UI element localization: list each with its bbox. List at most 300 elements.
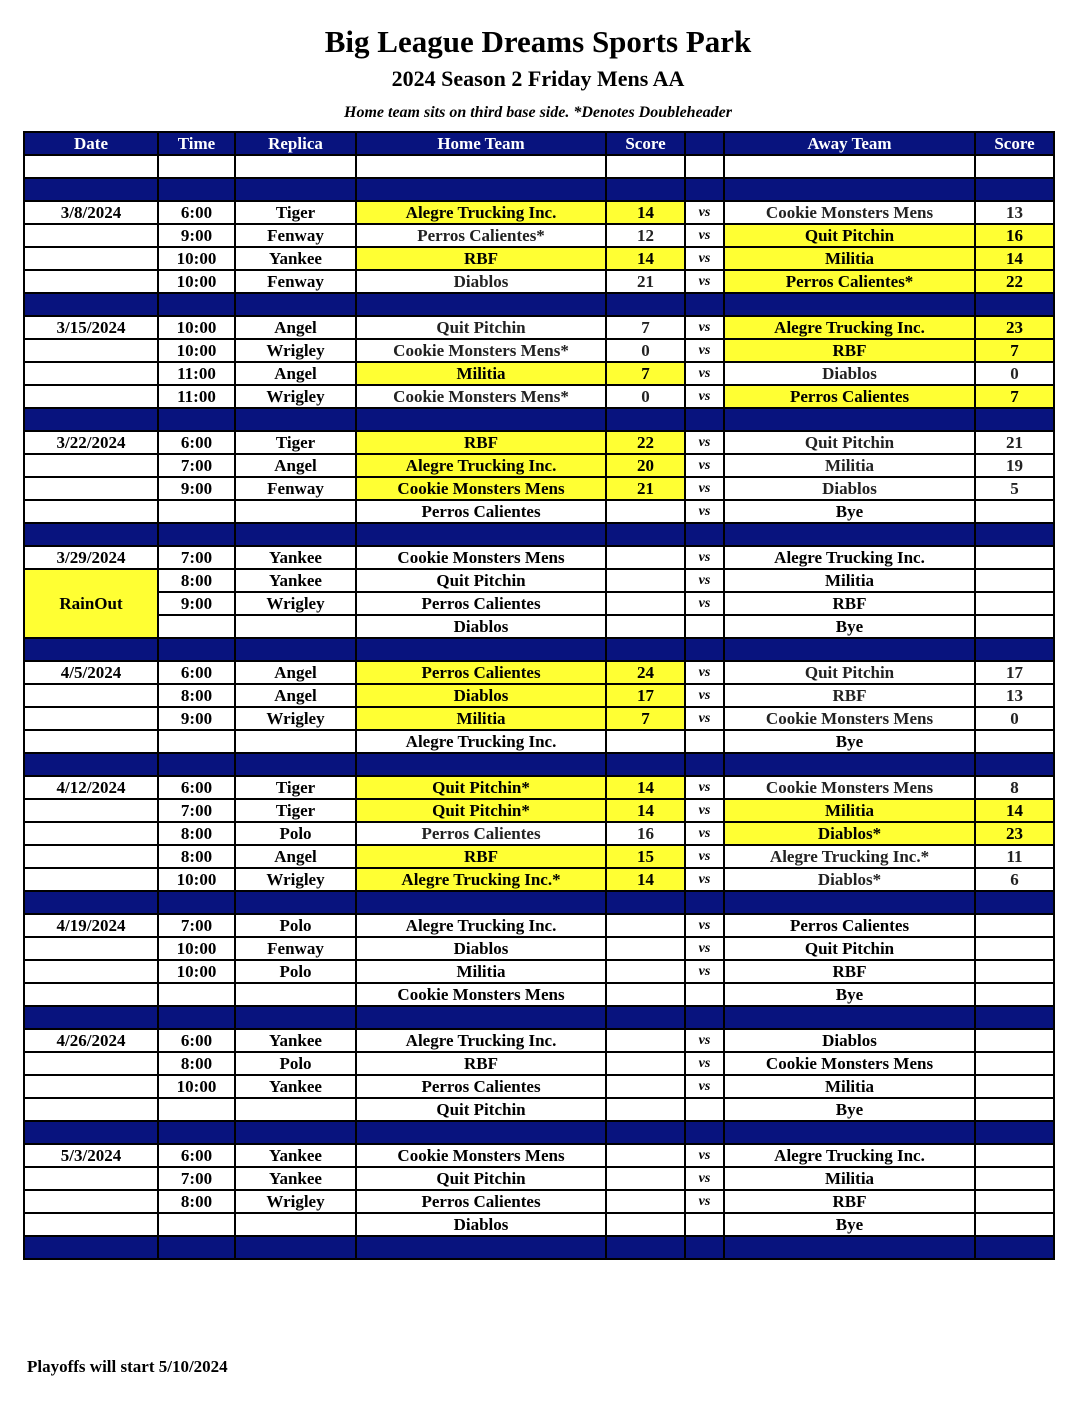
home-team: Cookie Monsters Mens xyxy=(356,983,606,1006)
game-row xyxy=(24,477,1054,500)
separator-cell xyxy=(975,178,1054,201)
game-time: 8:00 xyxy=(158,822,235,845)
empty-date-cell xyxy=(24,799,158,822)
empty-date-cell xyxy=(24,339,158,362)
away-score xyxy=(975,1213,1054,1236)
away-team: Militia xyxy=(724,1167,975,1190)
game-time: 10:00 xyxy=(158,960,235,983)
away-team: RBF xyxy=(724,1190,975,1213)
away-team: Bye xyxy=(724,983,975,1006)
game-time xyxy=(158,1213,235,1236)
home-score xyxy=(606,546,685,569)
away-team: Alegre Trucking Inc. xyxy=(724,316,975,339)
field-replica: Fenway xyxy=(235,477,356,500)
field-replica: Wrigley xyxy=(235,339,356,362)
separator-cell xyxy=(606,638,685,661)
away-team: Perros Calientes* xyxy=(724,270,975,293)
separator-cell xyxy=(158,178,235,201)
home-team: Perros Calientes xyxy=(356,592,606,615)
empty-date-cell xyxy=(24,500,158,523)
separator-cell xyxy=(235,638,356,661)
away-team: Bye xyxy=(724,1213,975,1236)
col-header-date: Date xyxy=(24,132,158,155)
separator-cell xyxy=(24,1121,158,1144)
vs-label: vs xyxy=(685,937,724,960)
home-score xyxy=(606,1029,685,1052)
game-time: 6:00 xyxy=(158,776,235,799)
vs-label: vs xyxy=(685,362,724,385)
game-time: 9:00 xyxy=(158,707,235,730)
away-score xyxy=(975,569,1054,592)
away-score: 23 xyxy=(975,316,1054,339)
home-score xyxy=(606,1213,685,1236)
separator-cell xyxy=(685,753,724,776)
field-replica: Angel xyxy=(235,454,356,477)
vs-label xyxy=(685,615,724,638)
game-time xyxy=(158,730,235,753)
field-replica xyxy=(235,983,356,1006)
game-time: 7:00 xyxy=(158,799,235,822)
field-replica: Angel xyxy=(235,684,356,707)
vs-label xyxy=(685,730,724,753)
game-date: 3/29/2024 xyxy=(24,546,158,569)
away-score xyxy=(975,615,1054,638)
game-time: 10:00 xyxy=(158,868,235,891)
week-separator xyxy=(24,638,1054,661)
home-team: Quit Pitchin xyxy=(356,1098,606,1121)
game-time: 6:00 xyxy=(158,1144,235,1167)
separator-cell xyxy=(356,638,606,661)
away-team: Quit Pitchin xyxy=(724,224,975,247)
home-score xyxy=(606,937,685,960)
home-score: 20 xyxy=(606,454,685,477)
game-row xyxy=(24,569,1054,592)
game-time: 10:00 xyxy=(158,339,235,362)
game-time xyxy=(158,1098,235,1121)
away-team: Diablos* xyxy=(724,868,975,891)
separator-cell xyxy=(975,638,1054,661)
home-score: 15 xyxy=(606,845,685,868)
away-team: RBF xyxy=(724,339,975,362)
page-subtitle: 2024 Season 2 Friday Mens AA xyxy=(391,66,685,91)
schedule-body xyxy=(24,132,1054,1259)
game-row xyxy=(24,707,1054,730)
away-score: 8 xyxy=(975,776,1054,799)
separator-cell xyxy=(685,1121,724,1144)
home-team: Diablos xyxy=(356,937,606,960)
vs-label: vs xyxy=(685,454,724,477)
home-score xyxy=(606,1167,685,1190)
rainout-label: RainOut xyxy=(24,569,158,638)
game-time: 9:00 xyxy=(158,477,235,500)
home-score xyxy=(606,1190,685,1213)
field-replica xyxy=(235,1098,356,1121)
week-separator xyxy=(24,293,1054,316)
separator-cell xyxy=(24,891,158,914)
home-team: RBF xyxy=(356,431,606,454)
field-replica xyxy=(235,730,356,753)
vs-label: vs xyxy=(685,1052,724,1075)
game-date: 3/8/2024 xyxy=(24,201,158,224)
empty-date-cell xyxy=(24,224,158,247)
game-time: 8:00 xyxy=(158,569,235,592)
page-note: Home team sits on third base side. *Denotes Doubleheader xyxy=(344,104,732,121)
home-score xyxy=(606,1052,685,1075)
vs-label: vs xyxy=(685,247,724,270)
game-date: 3/22/2024 xyxy=(24,431,158,454)
home-team: Perros Calientes xyxy=(356,661,606,684)
home-score xyxy=(606,569,685,592)
game-row xyxy=(24,983,1054,1006)
away-score xyxy=(975,730,1054,753)
home-team: Diablos xyxy=(356,270,606,293)
away-score: 14 xyxy=(975,799,1054,822)
home-score: 7 xyxy=(606,362,685,385)
empty-date-cell xyxy=(24,684,158,707)
separator-cell xyxy=(356,178,606,201)
game-row xyxy=(24,1052,1054,1075)
home-team: Perros Calientes xyxy=(356,500,606,523)
away-team: Perros Calientes xyxy=(724,385,975,408)
game-time: 7:00 xyxy=(158,914,235,937)
vs-label: vs xyxy=(685,385,724,408)
home-team: Militia xyxy=(356,960,606,983)
game-date: 4/26/2024 xyxy=(24,1029,158,1052)
separator-cell xyxy=(235,891,356,914)
week-separator xyxy=(24,523,1054,546)
vs-label: vs xyxy=(685,776,724,799)
vs-label: vs xyxy=(685,1029,724,1052)
separator-cell xyxy=(975,293,1054,316)
field-replica: Yankee xyxy=(235,546,356,569)
away-team: Bye xyxy=(724,730,975,753)
empty-date-cell xyxy=(24,1190,158,1213)
vs-label: vs xyxy=(685,1144,724,1167)
game-time: 7:00 xyxy=(158,1167,235,1190)
blank-row xyxy=(24,155,1054,178)
field-replica: Tiger xyxy=(235,776,356,799)
empty-date-cell xyxy=(24,454,158,477)
separator-cell xyxy=(606,1236,685,1259)
away-score xyxy=(975,500,1054,523)
home-score xyxy=(606,1098,685,1121)
vs-label: vs xyxy=(685,1075,724,1098)
home-team: Quit Pitchin xyxy=(356,1167,606,1190)
week-separator xyxy=(24,1006,1054,1029)
away-team: Militia xyxy=(724,247,975,270)
away-score: 13 xyxy=(975,684,1054,707)
away-team: Militia xyxy=(724,569,975,592)
col-header-away-team: Away Team xyxy=(724,132,975,155)
separator-cell xyxy=(724,1121,975,1144)
separator-cell xyxy=(606,753,685,776)
game-row xyxy=(24,1075,1054,1098)
field-replica: Tiger xyxy=(235,201,356,224)
away-score xyxy=(975,937,1054,960)
game-row xyxy=(24,1029,1054,1052)
game-row xyxy=(24,385,1054,408)
separator-cell xyxy=(975,1121,1054,1144)
separator-cell xyxy=(685,638,724,661)
col-header-vs xyxy=(685,132,724,155)
separator-cell xyxy=(685,1006,724,1029)
field-replica: Yankee xyxy=(235,1029,356,1052)
home-score xyxy=(606,592,685,615)
separator-cell xyxy=(24,408,158,431)
empty-date-cell xyxy=(24,845,158,868)
separator-cell xyxy=(975,1236,1054,1259)
away-team: Quit Pitchin xyxy=(724,661,975,684)
away-team: Bye xyxy=(724,500,975,523)
home-team: Alegre Trucking Inc.* xyxy=(356,868,606,891)
game-row xyxy=(24,546,1054,569)
game-row xyxy=(24,362,1054,385)
week-separator xyxy=(24,408,1054,431)
away-score: 14 xyxy=(975,247,1054,270)
home-team: Perros Calientes xyxy=(356,1075,606,1098)
field-replica: Yankee xyxy=(235,1075,356,1098)
home-score: 21 xyxy=(606,270,685,293)
field-replica: Yankee xyxy=(235,247,356,270)
home-score: 14 xyxy=(606,201,685,224)
home-team: Cookie Monsters Mens xyxy=(356,546,606,569)
separator-cell xyxy=(685,1236,724,1259)
field-replica: Wrigley xyxy=(235,868,356,891)
separator-cell xyxy=(356,523,606,546)
separator-cell xyxy=(356,753,606,776)
home-team: Militia xyxy=(356,362,606,385)
away-score: 19 xyxy=(975,454,1054,477)
home-team: Perros Calientes xyxy=(356,1190,606,1213)
vs-label xyxy=(685,983,724,1006)
col-header-time: Time xyxy=(158,132,235,155)
separator-cell xyxy=(235,1006,356,1029)
separator-cell xyxy=(606,891,685,914)
vs-label: vs xyxy=(685,546,724,569)
away-score: 21 xyxy=(975,431,1054,454)
home-score xyxy=(606,1075,685,1098)
away-score xyxy=(975,914,1054,937)
separator-cell xyxy=(724,178,975,201)
field-replica: Wrigley xyxy=(235,385,356,408)
field-replica: Angel xyxy=(235,661,356,684)
away-team: Militia xyxy=(724,799,975,822)
week-separator xyxy=(24,753,1054,776)
empty-date-cell xyxy=(24,362,158,385)
game-date: 3/15/2024 xyxy=(24,316,158,339)
away-score xyxy=(975,1075,1054,1098)
home-team: Quit Pitchin xyxy=(356,569,606,592)
home-score: 14 xyxy=(606,868,685,891)
separator-cell xyxy=(235,753,356,776)
home-score xyxy=(606,914,685,937)
empty-date-cell xyxy=(24,270,158,293)
home-team: Cookie Monsters Mens* xyxy=(356,385,606,408)
vs-label: vs xyxy=(685,339,724,362)
away-team: Alegre Trucking Inc. xyxy=(724,1144,975,1167)
separator-cell xyxy=(724,1236,975,1259)
separator-cell xyxy=(685,408,724,431)
game-time: 6:00 xyxy=(158,201,235,224)
away-team: Cookie Monsters Mens xyxy=(724,1052,975,1075)
away-team: RBF xyxy=(724,592,975,615)
game-row xyxy=(24,937,1054,960)
vs-label: vs xyxy=(685,477,724,500)
empty-date-cell xyxy=(24,960,158,983)
away-team: Militia xyxy=(724,454,975,477)
game-row xyxy=(24,730,1054,753)
game-row xyxy=(24,316,1054,339)
separator-cell xyxy=(24,293,158,316)
game-time: 6:00 xyxy=(158,431,235,454)
separator-cell xyxy=(158,293,235,316)
field-replica xyxy=(235,500,356,523)
separator-cell xyxy=(975,753,1054,776)
away-score xyxy=(975,983,1054,1006)
away-team: Bye xyxy=(724,1098,975,1121)
empty-date-cell xyxy=(24,1098,158,1121)
separator-cell xyxy=(356,1006,606,1029)
week-separator xyxy=(24,1236,1054,1259)
away-team: Cookie Monsters Mens xyxy=(724,707,975,730)
game-row xyxy=(24,224,1054,247)
away-score: 11 xyxy=(975,845,1054,868)
game-time: 10:00 xyxy=(158,270,235,293)
home-score: 14 xyxy=(606,247,685,270)
home-team: Diablos xyxy=(356,684,606,707)
home-team: Perros Calientes xyxy=(356,822,606,845)
away-team: Quit Pitchin xyxy=(724,937,975,960)
game-time: 8:00 xyxy=(158,1190,235,1213)
home-team: RBF xyxy=(356,247,606,270)
vs-label xyxy=(685,1213,724,1236)
game-row xyxy=(24,454,1054,477)
separator-cell xyxy=(356,1121,606,1144)
game-time: 7:00 xyxy=(158,454,235,477)
away-score: 22 xyxy=(975,270,1054,293)
vs-label: vs xyxy=(685,1167,724,1190)
away-team: Perros Calientes xyxy=(724,914,975,937)
separator-cell xyxy=(356,891,606,914)
separator-cell xyxy=(158,1121,235,1144)
field-replica: Wrigley xyxy=(235,707,356,730)
empty-date-cell xyxy=(24,730,158,753)
game-time: 8:00 xyxy=(158,845,235,868)
away-team: Quit Pitchin xyxy=(724,431,975,454)
away-team: Alegre Trucking Inc. xyxy=(724,546,975,569)
col-header-home-score: Score xyxy=(606,132,685,155)
field-replica: Tiger xyxy=(235,799,356,822)
home-score xyxy=(606,983,685,1006)
separator-cell xyxy=(24,178,158,201)
away-score: 23 xyxy=(975,822,1054,845)
away-score xyxy=(975,1029,1054,1052)
game-time: 11:00 xyxy=(158,362,235,385)
vs-label xyxy=(685,1098,724,1121)
game-time: 8:00 xyxy=(158,684,235,707)
empty-date-cell xyxy=(24,385,158,408)
week-separator xyxy=(24,178,1054,201)
game-row xyxy=(24,960,1054,983)
separator-cell xyxy=(235,408,356,431)
separator-cell xyxy=(606,523,685,546)
home-score xyxy=(606,500,685,523)
game-date: 4/12/2024 xyxy=(24,776,158,799)
separator-cell xyxy=(356,1236,606,1259)
game-row xyxy=(24,1144,1054,1167)
game-row xyxy=(24,500,1054,523)
game-date: 4/5/2024 xyxy=(24,661,158,684)
field-replica: Wrigley xyxy=(235,592,356,615)
week-separator xyxy=(24,891,1054,914)
separator-cell xyxy=(975,1006,1054,1029)
home-team: Quit Pitchin* xyxy=(356,799,606,822)
away-team: Militia xyxy=(724,1075,975,1098)
away-team: Diablos xyxy=(724,477,975,500)
away-team: Cookie Monsters Mens xyxy=(724,776,975,799)
away-score: 13 xyxy=(975,201,1054,224)
away-score: 5 xyxy=(975,477,1054,500)
game-date: 5/3/2024 xyxy=(24,1144,158,1167)
game-time xyxy=(158,500,235,523)
game-time: 10:00 xyxy=(158,247,235,270)
empty-date-cell xyxy=(24,247,158,270)
separator-cell xyxy=(724,753,975,776)
home-score: 7 xyxy=(606,707,685,730)
field-replica: Angel xyxy=(235,316,356,339)
home-team: RBF xyxy=(356,845,606,868)
away-score: 16 xyxy=(975,224,1054,247)
field-replica xyxy=(235,615,356,638)
vs-label: vs xyxy=(685,592,724,615)
vs-label: vs xyxy=(685,1190,724,1213)
home-score xyxy=(606,960,685,983)
game-row xyxy=(24,1213,1054,1236)
field-replica xyxy=(235,1213,356,1236)
vs-label: vs xyxy=(685,661,724,684)
game-row xyxy=(24,201,1054,224)
field-replica: Yankee xyxy=(235,1167,356,1190)
separator-cell xyxy=(235,1236,356,1259)
vs-label: vs xyxy=(685,224,724,247)
week-separator xyxy=(24,1121,1054,1144)
vs-label: vs xyxy=(685,684,724,707)
away-team: Diablos* xyxy=(724,822,975,845)
home-team: Quit Pitchin* xyxy=(356,776,606,799)
vs-label: vs xyxy=(685,201,724,224)
separator-cell xyxy=(235,293,356,316)
separator-cell xyxy=(24,1006,158,1029)
away-score: 0 xyxy=(975,362,1054,385)
vs-label: vs xyxy=(685,799,724,822)
empty-date-cell xyxy=(24,937,158,960)
vs-label: vs xyxy=(685,500,724,523)
away-score xyxy=(975,546,1054,569)
away-team: Cookie Monsters Mens xyxy=(724,201,975,224)
field-replica: Wrigley xyxy=(235,1190,356,1213)
game-row xyxy=(24,339,1054,362)
game-time: 6:00 xyxy=(158,1029,235,1052)
field-replica: Yankee xyxy=(235,1144,356,1167)
vs-label: vs xyxy=(685,569,724,592)
game-time: 10:00 xyxy=(158,1075,235,1098)
separator-cell xyxy=(685,178,724,201)
separator-cell xyxy=(24,753,158,776)
game-time xyxy=(158,983,235,1006)
schedule-table xyxy=(23,131,1055,1260)
away-score xyxy=(975,1190,1054,1213)
home-score: 16 xyxy=(606,822,685,845)
